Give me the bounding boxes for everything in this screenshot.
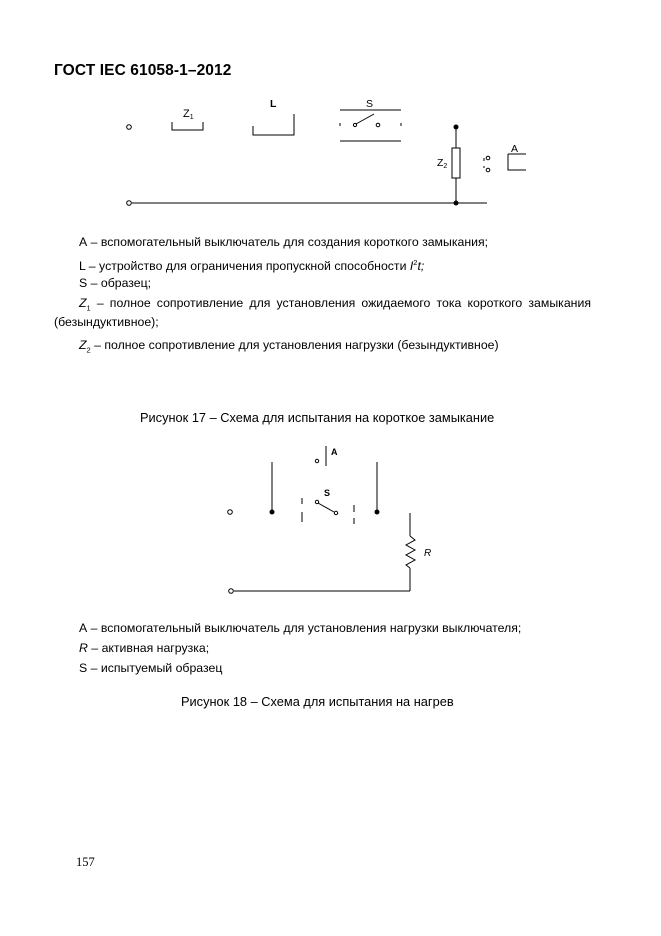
fig17-legend-l: L – устройство для ограничения пропускной способности $I^2t$; xyxy=(79,258,425,274)
terminal-left xyxy=(228,510,233,515)
a-label: A xyxy=(511,143,519,155)
fig17-legend-z1: $Z_1$ – полное сопротивление для установления ожидаемого тока короткого замыкания (безындуктивное); xyxy=(54,296,591,330)
fig18-legend-r: R – активная нагрузка; xyxy=(79,641,210,655)
junction-dot-left xyxy=(270,510,275,515)
a18-label: A xyxy=(331,447,338,457)
fig17-legend-z2: $Z_2$ – полное сопротивление для установления нагрузки (безындуктивное) xyxy=(79,338,499,355)
junction-dot-right xyxy=(375,510,380,515)
page-number: 157 xyxy=(76,855,95,869)
z1-label: Z1 xyxy=(183,108,194,121)
l-label: L xyxy=(270,98,277,110)
s18-contact-right xyxy=(334,511,337,514)
s18-blade xyxy=(318,503,334,512)
a-contact xyxy=(315,459,318,462)
figure-18-caption: Рисунок 18 – Схема для испытания на нагрев xyxy=(181,694,454,709)
z2-label: Z2 xyxy=(437,157,448,170)
fig18-legend-a: А – вспомогательный выключатель для установления нагрузки выключателя; xyxy=(79,621,522,635)
fig18-legend-s: S – испытуемый образец xyxy=(79,661,223,675)
fig17-legend-s: S – образец; xyxy=(79,276,152,290)
fig17-legend-a: А – вспомогательный выключатель для создания короткого замыкания; xyxy=(79,235,489,249)
figure-17-caption: Рисунок 17 – Схема для испытания на короткое замыкание xyxy=(140,410,495,425)
document-header: ГОСТ IEC 61058-1–2012 xyxy=(54,62,232,79)
r-label: R xyxy=(424,548,432,559)
terminal-bottom xyxy=(229,589,234,594)
s-label: S xyxy=(366,98,374,110)
r-resistor xyxy=(406,536,415,568)
s18-label: S xyxy=(324,488,331,498)
